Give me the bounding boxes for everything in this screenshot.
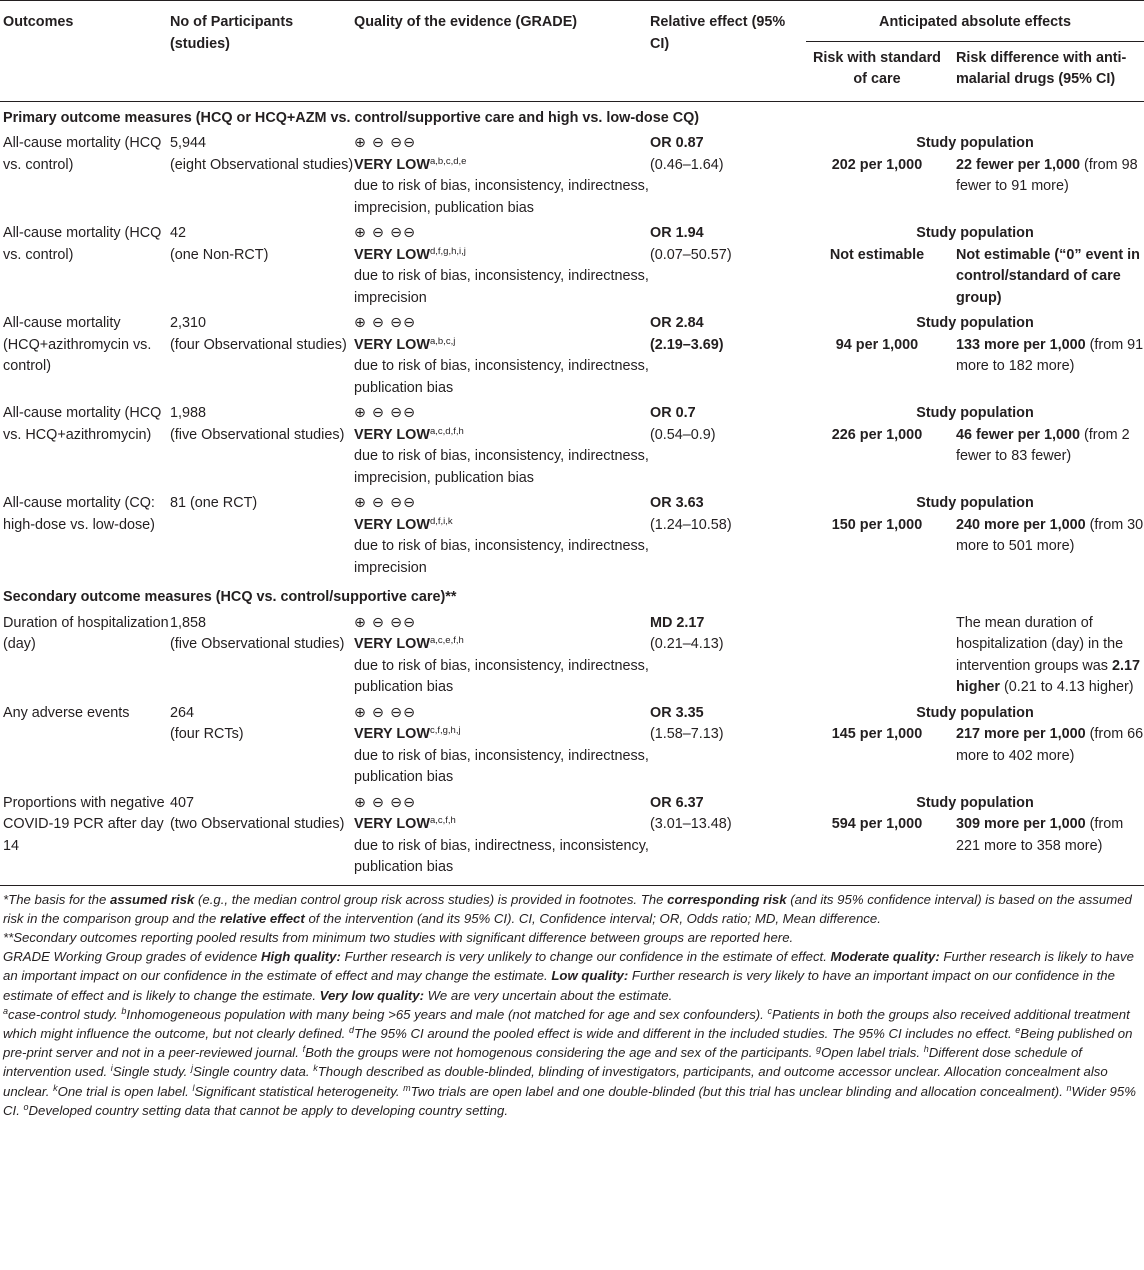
- header-risk-standard: Risk with standard of care: [813, 49, 941, 87]
- table-row: [0, 701, 1144, 791]
- outcome-cell: Any adverse events: [3, 704, 130, 721]
- certainty-reason: due to risk of bias, inconsistency, indirectness, publication bias: [354, 747, 649, 785]
- table-row: [0, 491, 1144, 581]
- primary-outcomes-heading: Primary outcome measures (HCQ or HCQ+AZM vs. control/supportive care and high vs. low-dose CQ): [3, 109, 700, 126]
- relative-effect-value: OR 1.94: [650, 225, 704, 241]
- certainty-reason: due to risk of bias, inconsistency, indirectness, imprecision, publication bias: [354, 448, 649, 486]
- certainty-label: VERY LOW$^{a,c,d,f,h}$: [354, 425, 464, 443]
- quality-cell: [354, 611, 650, 701]
- footnote-ref: d,f,i,k: [429, 515, 453, 527]
- footnote-marker: e: [1015, 1024, 1021, 1035]
- outcome-cell: All-cause mortality (HCQ vs. control): [3, 225, 162, 263]
- certainty-symbols: ⊕ ⊖ ⊖⊖: [354, 704, 417, 721]
- footnote-text: Being published on pre-print server and not in a peer-reviewed journal.: [3, 1025, 1133, 1061]
- participants-count: 2,310: [170, 315, 207, 331]
- certainty-reason: due to risk of bias, inconsistency, indirectness, publication bias: [354, 657, 649, 695]
- relative-effect-cell: [650, 131, 806, 221]
- table-row: [0, 311, 1144, 401]
- outcome-cell: Proportions with negative COVID-19 PCR after day 14: [3, 794, 165, 854]
- relative-effect-ci: (2.19–3.69): [650, 336, 724, 353]
- secondary-outcomes-heading: Secondary outcome measures (HCQ vs. control/supportive care)**: [3, 589, 457, 605]
- footnote-marker: k: [313, 1063, 318, 1074]
- footnote-text: Wider 95% CI.: [3, 1083, 1136, 1118]
- header-relative-effect: Relative effect (95% CI): [650, 14, 786, 52]
- certainty-reason: due to risk of bias, inconsistency, indirectness, imprecision: [354, 268, 649, 306]
- outcome-cell: All-cause mortality (HCQ vs. HCQ+azithromycin): [3, 405, 162, 443]
- relative-effect-cell: [650, 611, 806, 701]
- participants-count: 42: [170, 225, 187, 241]
- relative-effect-value: OR 6.37: [650, 794, 704, 811]
- footnote-marker: h: [923, 1044, 929, 1055]
- header-risk-difference: Risk difference with anti-malarial drugs (95% CI): [956, 49, 1127, 87]
- footnote-text: Different dose schedule of intervention used.: [3, 1045, 1082, 1080]
- footnote-marker: n: [1066, 1082, 1072, 1093]
- footnote-text: The 95% CI around the pooled effect is wide and different in the included studies. The 95% CI includes no effect.: [354, 1025, 1016, 1041]
- footnote-ref: d,f,g,h,i,j: [429, 245, 466, 257]
- study-population-label: Study population: [916, 405, 1034, 421]
- certainty-symbols: ⊕ ⊖ ⊖⊖: [354, 614, 417, 631]
- risk-standard-value: 202 per 1,000: [831, 156, 923, 173]
- footnote-marker: o: [23, 1101, 29, 1112]
- study-population-label: Study population: [916, 315, 1034, 331]
- study-design: (five Observational studies): [170, 426, 345, 443]
- footnote-marker: m: [403, 1082, 411, 1093]
- outcome-cell: All-cause mortality (HCQ vs. control): [3, 135, 162, 173]
- participants-cell: [170, 791, 354, 886]
- relative-effect-ci: (0.07–50.57): [650, 246, 732, 263]
- risk-standard-value: 226 per 1,000: [831, 426, 923, 443]
- footnote-ref: a,c,f,h: [429, 815, 456, 826]
- table-row: [0, 611, 1144, 701]
- footnote-text: One trial is open label.: [57, 1083, 193, 1099]
- footnote-text: Open label trials.: [821, 1045, 924, 1061]
- study-population-label: Study population: [916, 495, 1034, 511]
- footnote-text: Developed country setting data that cannot be apply to developing country setting.: [28, 1102, 508, 1118]
- footnote-text: Both the groups were not homogenous considering the age and sex of the participants.: [305, 1045, 817, 1061]
- table-body: [0, 101, 1144, 885]
- relative-effect-ci: (1.58–7.13): [650, 726, 724, 742]
- relative-effect-cell: [650, 491, 806, 581]
- footnote-text: Significant statistical heterogeneity.: [194, 1083, 404, 1099]
- table-row: [0, 401, 1144, 491]
- study-design: (four Observational studies): [170, 336, 347, 353]
- quality-cell: [354, 401, 650, 491]
- footnote-marker: l: [192, 1082, 195, 1093]
- relative-effect-cell: [650, 311, 806, 401]
- header-outcomes: Outcomes: [3, 14, 74, 30]
- outcome-cell: All-cause mortality (HCQ+azithromycin vs. control): [3, 315, 152, 374]
- relative-effect-cell: [650, 791, 806, 886]
- certainty-symbols: ⊕ ⊖ ⊖⊖: [354, 495, 417, 511]
- certainty-reason: due to risk of bias, inconsistency, indirectness, imprecision: [354, 538, 649, 576]
- header-quality: Quality of the evidence (GRADE): [354, 14, 578, 30]
- participants-count: 264: [170, 704, 195, 721]
- risk-standard-value: 145 per 1,000: [831, 726, 923, 742]
- footnote-text: Patients in both the groups also received additional treatment which might influence the outcome, but not clearly defined.: [3, 1006, 1130, 1041]
- footnote-secondary: **Secondary outcomes reporting pooled results from minimum two studies with significant difference between groups are reported here.: [3, 929, 794, 945]
- certainty-label: VERY LOW$^{d,f,g,h,i,j}$: [354, 245, 466, 263]
- risk-difference-value: 46 fewer per 1,000 (from 2 fewer to 83 fewer): [956, 426, 1130, 464]
- footnote-text: Two trials are open label and one double-blinded (but this trial has unclear blinding and allocation concealment).: [410, 1083, 1067, 1099]
- footnote-letters: [3, 1005, 1141, 1120]
- study-design: (four RCTs): [170, 726, 244, 742]
- quality-cell: [354, 701, 650, 791]
- certainty-reason: due to risk of bias, inconsistency, indirectness, publication bias: [354, 358, 649, 396]
- header-anticipated-effects: Anticipated absolute effects: [879, 14, 1071, 30]
- relative-effect-value: MD 2.17: [650, 614, 705, 631]
- quality-cell: [354, 311, 650, 401]
- header-participants: No of Participants (studies): [170, 14, 294, 52]
- footnote-marker: d: [349, 1024, 355, 1035]
- relative-effect-value: OR 0.7: [650, 405, 696, 421]
- certainty-symbols: ⊕ ⊖ ⊖⊖: [354, 794, 417, 811]
- risk-difference-value: 240 more per 1,000 (from 30 more to 501 more): [956, 516, 1144, 554]
- relative-effect-value: OR 2.84: [650, 315, 704, 331]
- outcome-cell: Duration of hospitalization (day): [3, 614, 169, 652]
- certainty-reason: due to risk of bias, indirectness, inconsistency, publication bias: [354, 837, 649, 875]
- study-population-label: Study population: [916, 135, 1034, 151]
- certainty-label: VERY LOW$^{a,b,c,d,e}$: [354, 155, 467, 173]
- footnote-grade: GRADE Working Group grades of evidence High quality: Further research is very unlikely to change our confidence in the estimate of effect. Moderate quality: Further research is likely to have an important impact on our confidence in the estimate of effect and may change the estimate. Low quality: Further research is very likely to have an important impact on our confidence in the estimate of effect and is likely to change the estimate. Very low quality: We are very uncertain about the estimate.: [3, 949, 1134, 1003]
- risk-difference-value: 22 fewer per 1,000 (from 98 fewer to 91 more): [956, 156, 1138, 194]
- risk-standard-value: 594 per 1,000: [831, 816, 923, 832]
- footnote-ref: c,f,g,h,j: [429, 725, 461, 736]
- risk-difference-value: 309 more per 1,000 (from 221 more to 358 more): [956, 816, 1124, 854]
- quality-cell: [354, 491, 650, 581]
- participants-cell: [170, 401, 354, 491]
- participants-cell: [170, 311, 354, 401]
- risk-standard-value: 150 per 1,000: [831, 516, 923, 533]
- relative-effect-cell: [650, 221, 806, 311]
- footnote-text: Though described as double-blinded, blinding of investigators, participants, and outcome accessor unclear. Allocation concealment also unclear.: [3, 1064, 1108, 1099]
- risk-difference-value: 133 more per 1,000 (from 91 more to 182 more): [956, 336, 1144, 374]
- relative-effect-ci: (3.01–13.48): [650, 816, 732, 832]
- footnote-ref: a,c,d,f,h: [429, 425, 464, 437]
- footnote-ref: a,c,e,f,h: [429, 635, 464, 646]
- relative-effect-cell: [650, 401, 806, 491]
- footnote-marker: k: [53, 1082, 58, 1093]
- certainty-symbols: ⊕ ⊖ ⊖⊖: [354, 225, 417, 241]
- footnote-marker: g: [816, 1044, 822, 1055]
- table-row: [0, 221, 1144, 311]
- relative-effect-cell: [650, 701, 806, 791]
- footnote-marker: i: [110, 1063, 113, 1074]
- risk-difference-value: 217 more per 1,000 (from 66 more to 402 more): [956, 726, 1144, 764]
- study-design: (two Observational studies): [170, 816, 345, 832]
- footnote-assumed-risk: *The basis for the assumed risk (e.g., the median control group risk across studies) is provided in footnotes. The corresponding risk (and its 95% confidence interval) is based on the assumed risk in the comparison group and the relative effect of the intervention (and its 95% CI). CI, Confidence interval; OR, Odds ratio; MD, Mean difference.: [3, 891, 1132, 926]
- participants-cell: [170, 611, 354, 701]
- certainty-symbols: ⊕ ⊖ ⊖⊖: [354, 315, 417, 331]
- risk-standard-value: 94 per 1,000: [835, 336, 919, 353]
- participants-cell: [170, 491, 354, 581]
- certainty-label: VERY LOW$^{a,c,e,f,h}$: [354, 635, 464, 652]
- study-design: (eight Observational studies): [170, 156, 354, 173]
- participants-cell: [170, 221, 354, 311]
- relative-effect-ci: (0.46–1.64): [650, 156, 724, 173]
- risk-difference-value: Not estimable (“0” event in control/standard of care group): [956, 246, 1140, 306]
- footnotes: [0, 886, 1144, 1120]
- study-design: (one Non-RCT): [170, 246, 269, 263]
- footnote-text: Single study.: [112, 1064, 191, 1080]
- footnote-marker: f: [302, 1044, 306, 1055]
- certainty-label: VERY LOW$^{d,f,i,k}$: [354, 515, 453, 533]
- risk-standard-value: Not estimable: [829, 246, 925, 263]
- quality-cell: [354, 131, 650, 221]
- table-row: [0, 791, 1144, 886]
- study-design: (five Observational studies): [170, 636, 345, 652]
- participants-count: 5,944: [170, 135, 207, 151]
- study-population-label: Study population: [916, 794, 1034, 811]
- participants-count: 1,988: [170, 405, 207, 421]
- certainty-label: VERY LOW$^{c,f,g,h,j}$: [354, 725, 461, 742]
- risk-difference-text: The mean duration of hospitalization (day) in the intervention groups was 2.17 higher (0.21 to 4.13 higher): [956, 614, 1141, 695]
- footnote-text: case-control study.: [8, 1006, 122, 1022]
- participants-cell: [170, 131, 354, 221]
- quality-cell: [354, 791, 650, 886]
- certainty-label: VERY LOW$^{a,b,c,j}$: [354, 335, 456, 353]
- certainty-label: VERY LOW$^{a,c,f,h}$: [354, 815, 456, 832]
- participants-count: 81 (one RCT): [170, 495, 258, 511]
- study-population-label: Study population: [916, 225, 1034, 241]
- footnote-text: Single country data.: [192, 1064, 314, 1080]
- certainty-symbols: ⊕ ⊖ ⊖⊖: [354, 405, 417, 421]
- footnote-marker: a: [3, 1005, 9, 1016]
- relative-effect-ci: (0.21–4.13): [650, 636, 724, 652]
- quality-cell: [354, 221, 650, 311]
- relative-effect-value: OR 0.87: [650, 135, 704, 151]
- relative-effect-value: OR 3.35: [650, 704, 704, 721]
- certainty-symbols: ⊕ ⊖ ⊖⊖: [354, 135, 417, 151]
- study-population-label: Study population: [916, 704, 1034, 721]
- relative-effect-ci: (1.24–10.58): [650, 516, 732, 533]
- footnote-marker: c: [767, 1005, 773, 1016]
- footnote-text: Inhomogeneous population with many being >65 years and male (not matched for age and sex confounders).: [126, 1006, 768, 1022]
- relative-effect-value: OR 3.63: [650, 495, 704, 511]
- footnote-ref: a,b,c,j: [429, 335, 456, 347]
- outcome-cell: All-cause mortality (CQ: high-dose vs. low-dose): [3, 495, 155, 533]
- certainty-reason: due to risk of bias, inconsistency, indirectness, imprecision, publication bias: [354, 178, 649, 216]
- relative-effect-ci: (0.54–0.9): [650, 426, 716, 443]
- participants-count: 407: [170, 794, 195, 811]
- footnote-marker: j: [190, 1063, 193, 1074]
- participants-count: 1,858: [170, 614, 207, 631]
- table-row: [0, 131, 1144, 221]
- footnote-ref: a,b,c,d,e: [429, 155, 467, 167]
- footnote-marker: b: [121, 1005, 127, 1016]
- participants-cell: [170, 701, 354, 791]
